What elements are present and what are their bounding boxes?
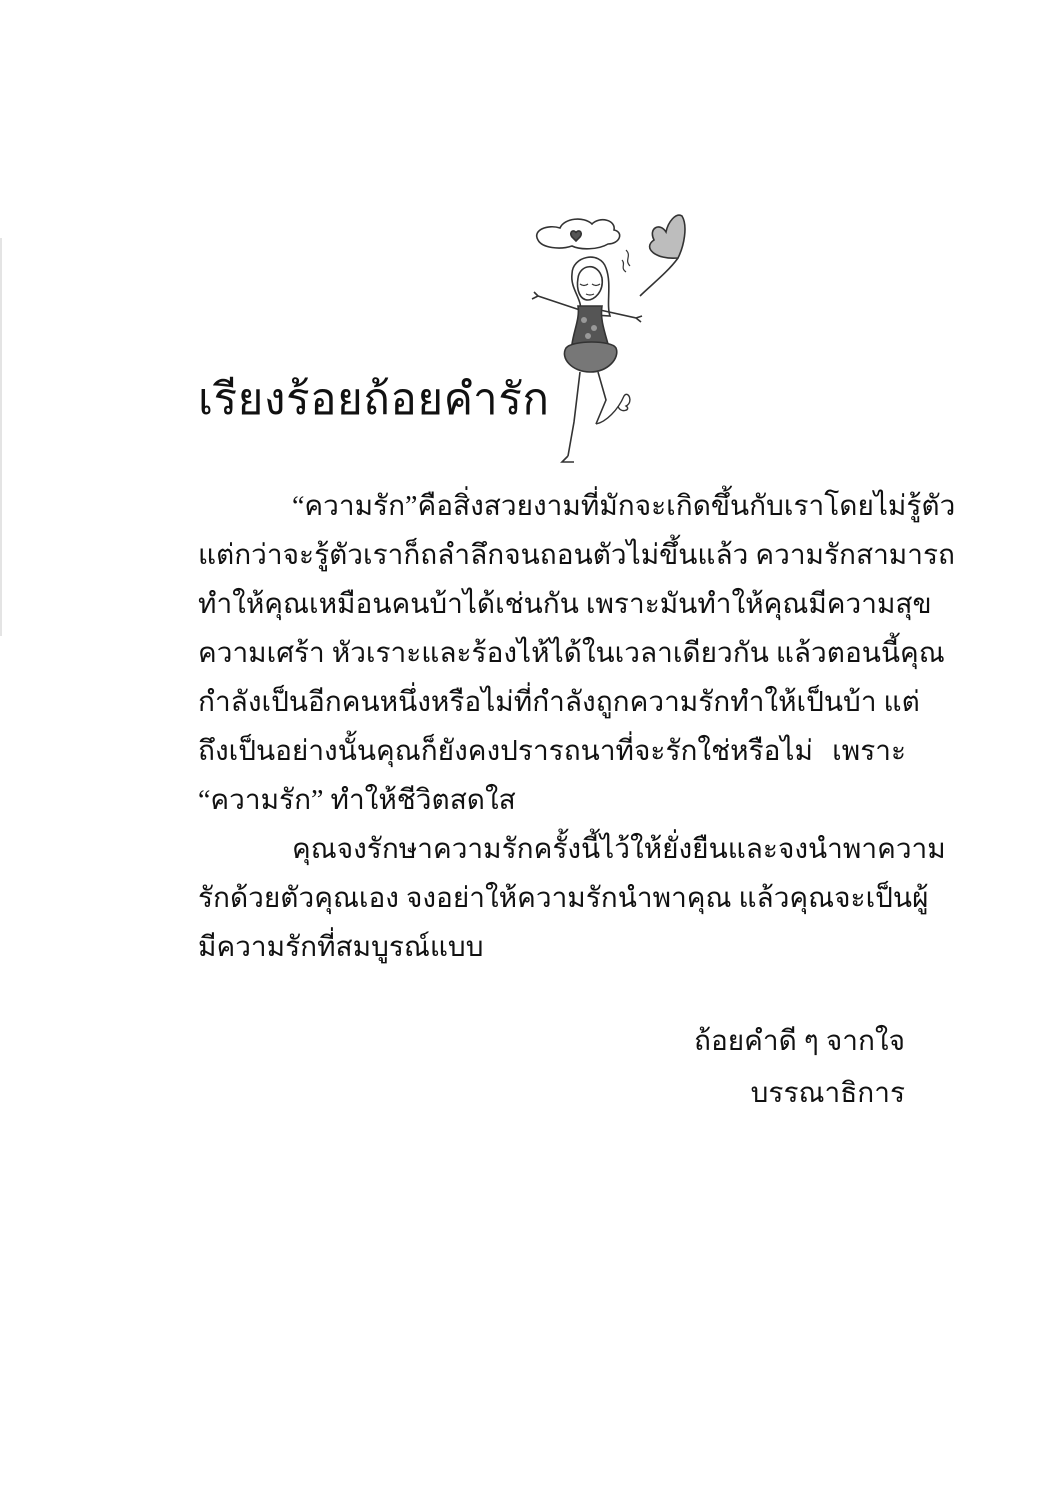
paragraph-1-line-5: กำลังเป็นอีกคนหนึ่งหรือไม่ที่กำลังถูกความรักทำให้เป็นบ้า แต่	[198, 687, 920, 718]
paragraph-1-line-3: ทำให้คุณเหมือนคนบ้าได้เช่นกัน เพราะมันทำให้คุณมีความสุข	[198, 589, 932, 620]
paragraph-1-line-4: ความเศร้า หัวเราะและร้องไห้ได้ในเวลาเดียวกัน แล้วตอนนี้คุณ	[198, 638, 945, 669]
page-edge-line	[0, 238, 2, 636]
girl-balloon-illustration	[528, 200, 708, 468]
paragraph-2-line-3: มีความรักที่สมบูรณ์แบบ	[198, 932, 484, 963]
paragraph-1-line-2: แต่กว่าจะรู้ตัวเราก็ถลำลึกจนถอนตัวไม่ขึ้นแล้ว ความรักสามารถ	[198, 540, 955, 571]
girl-figure-icon	[532, 257, 642, 462]
signature-line-1: ถ้อยคำดี ๆ จากใจ	[693, 1026, 905, 1057]
paragraph-1-line-7: “ความรัก” ทำให้ชีวิตสดใส	[198, 785, 516, 816]
paragraph-1-line-1: “ความรัก”คือสิ่งสวยงามที่มักจะเกิดขึ้นกับเราโดยไม่รู้ตัว	[292, 491, 956, 522]
signature-block	[694, 1016, 905, 1120]
paragraph-2-line-1: คุณจงรักษาความรักครั้งนี้ไว้ให้ยั่งยืนและจงนำพาความ	[292, 834, 946, 865]
page-title: เรียงร้อยถ้อยคำรัก	[198, 374, 550, 425]
paragraph-2-line-2: รักด้วยตัวคุณเอง จงอย่าให้ความรักนำพาคุณ แล้วคุณจะเป็นผู้	[198, 883, 929, 914]
paragraph-1-line-6: ถึงเป็นอย่างนั้นคุณก็ยังคงปรารถนาที่จะรักใช่หรือไม่ เพราะ	[198, 736, 906, 767]
heart-balloon-icon	[622, 215, 685, 296]
article-body	[198, 482, 956, 972]
cloud-heart-icon	[537, 219, 620, 249]
signature-editor: บรรณาธิการ	[750, 1078, 905, 1109]
